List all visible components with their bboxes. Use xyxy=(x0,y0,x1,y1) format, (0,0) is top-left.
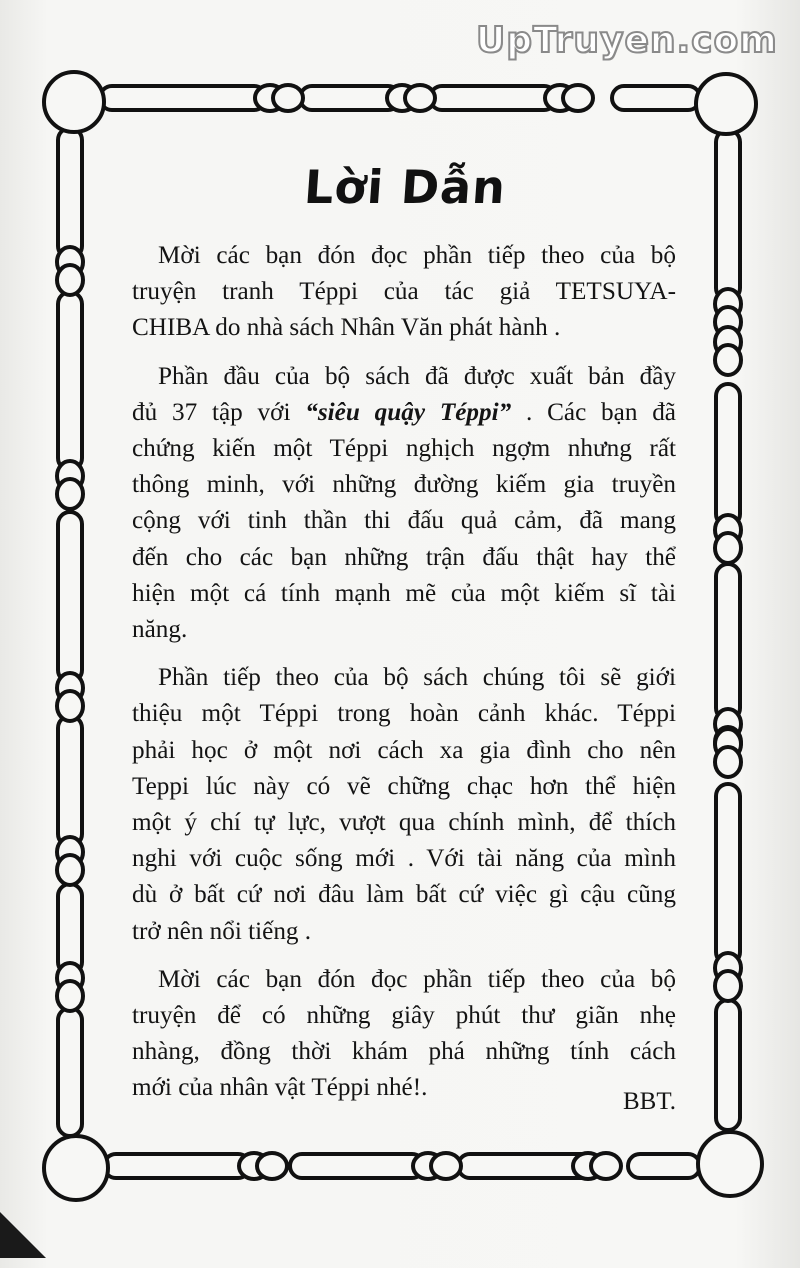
border-corner-ring xyxy=(44,1136,108,1200)
text-line: cộng với tinh thần thi đấu quả cảm, đã mang xyxy=(132,507,676,535)
series-title-emphasis: “siêu quậy Téppi” xyxy=(305,398,512,426)
border-ring xyxy=(57,981,83,1011)
text-line: Phần đầu của bộ sách đã được xuất bản đầy xyxy=(158,362,676,390)
scan-corner-shadow xyxy=(0,1212,46,1258)
border-bar xyxy=(612,86,700,110)
border-bar xyxy=(716,564,740,720)
text-line: đến cho các bạn những trận đấu thật hay thể xyxy=(132,543,676,571)
border-corner-ring xyxy=(44,72,104,132)
text-line: năng. xyxy=(132,616,188,644)
text-line: truyện tranh Téppi của tác giả TETSUYA- xyxy=(132,278,676,306)
text-line: Mời các bạn đón đọc phần tiếp theo của bộ xyxy=(158,242,676,269)
border-ring xyxy=(257,1153,287,1179)
text-line: trở nên nổi tiếng . xyxy=(132,917,312,945)
border-ring xyxy=(405,85,435,111)
text-line: một ý chí tự lực, vượt qua chính mình, để thích xyxy=(132,809,676,837)
text-line: Teppi lúc này có vẽ chững chạc hơn thể hiện xyxy=(132,772,676,800)
border-bar xyxy=(58,512,82,682)
preface-text xyxy=(132,238,676,1119)
text-line: truyện để có những giây phút thư giãn nhẹ xyxy=(132,1002,676,1030)
text-line: nghi với cuộc sống mới . Với tài năng của mình xyxy=(132,845,676,873)
border-bar xyxy=(716,1000,740,1130)
border-bar xyxy=(716,130,740,300)
text-line: chứng kiến một Téppi nghịch ngợm nhưng rất xyxy=(132,435,676,463)
text-fragment: đủ 37 tập với xyxy=(132,398,291,426)
border-bar xyxy=(628,1154,700,1178)
border-bar xyxy=(58,128,82,258)
border-ring xyxy=(715,971,741,1001)
border-corner-ring xyxy=(696,74,756,134)
border-bar xyxy=(100,86,266,110)
text-line: thiệu một Téppi trong hoàn cảnh khác. Téppi xyxy=(132,700,676,728)
border-bar xyxy=(716,384,740,526)
border-ring xyxy=(57,479,83,509)
text-line: nhàng, đồng thời khám phá những tính cách xyxy=(132,1038,676,1066)
text-line: hiện một cá tính mạnh mẽ của một kiếm sĩ tài xyxy=(132,579,676,607)
page-title: Lời Dẫn xyxy=(302,160,508,214)
border-bar xyxy=(58,884,82,974)
paragraph-3 xyxy=(132,660,676,950)
text-line: dù ở bất cứ nơi đâu làm bất cứ việc gì cậu cũng xyxy=(132,881,676,909)
border-bar xyxy=(716,784,740,964)
text-line: CHIBA do nhà sách Nhân Văn phát hành . xyxy=(132,314,561,342)
watermark: UpTruyen.com xyxy=(476,20,778,61)
border-corner-ring xyxy=(698,1132,762,1196)
border-ring xyxy=(57,691,83,721)
border-ring xyxy=(715,345,741,375)
border-ring xyxy=(715,747,741,777)
border-ring xyxy=(591,1153,621,1179)
paragraph-4 xyxy=(132,962,676,1107)
border-ring xyxy=(431,1153,461,1179)
border-ring xyxy=(57,855,83,885)
border-bar xyxy=(58,1008,82,1136)
border-bar xyxy=(430,86,556,110)
text-line: thông minh, với những đường kiếm gia truyền xyxy=(132,471,676,499)
text-line: mới của nhân vật Téppi nhé!. xyxy=(132,1074,428,1102)
text-line: phải học ở một nơi cách xa gia đình cho nên xyxy=(132,736,676,764)
border-ring xyxy=(715,533,741,563)
border-bar xyxy=(58,292,82,470)
text-fragment: . Các bạn đã xyxy=(511,398,676,426)
border-bar xyxy=(290,1154,424,1178)
border-ring xyxy=(273,85,303,111)
border-bar xyxy=(104,1154,250,1178)
text-line: Mời các bạn đón đọc phần tiếp theo của bộ xyxy=(158,965,676,993)
border-bar xyxy=(58,716,82,846)
border-ring xyxy=(563,85,593,111)
text-line-with-emphasis xyxy=(132,395,676,431)
border-ring xyxy=(57,265,83,295)
text-line: Phần tiếp theo của bộ sách chúng tôi sẽ giới xyxy=(158,664,676,692)
signature: BBT. xyxy=(622,1088,676,1115)
paragraph-2 xyxy=(132,359,676,649)
paragraph-1 xyxy=(132,238,676,347)
